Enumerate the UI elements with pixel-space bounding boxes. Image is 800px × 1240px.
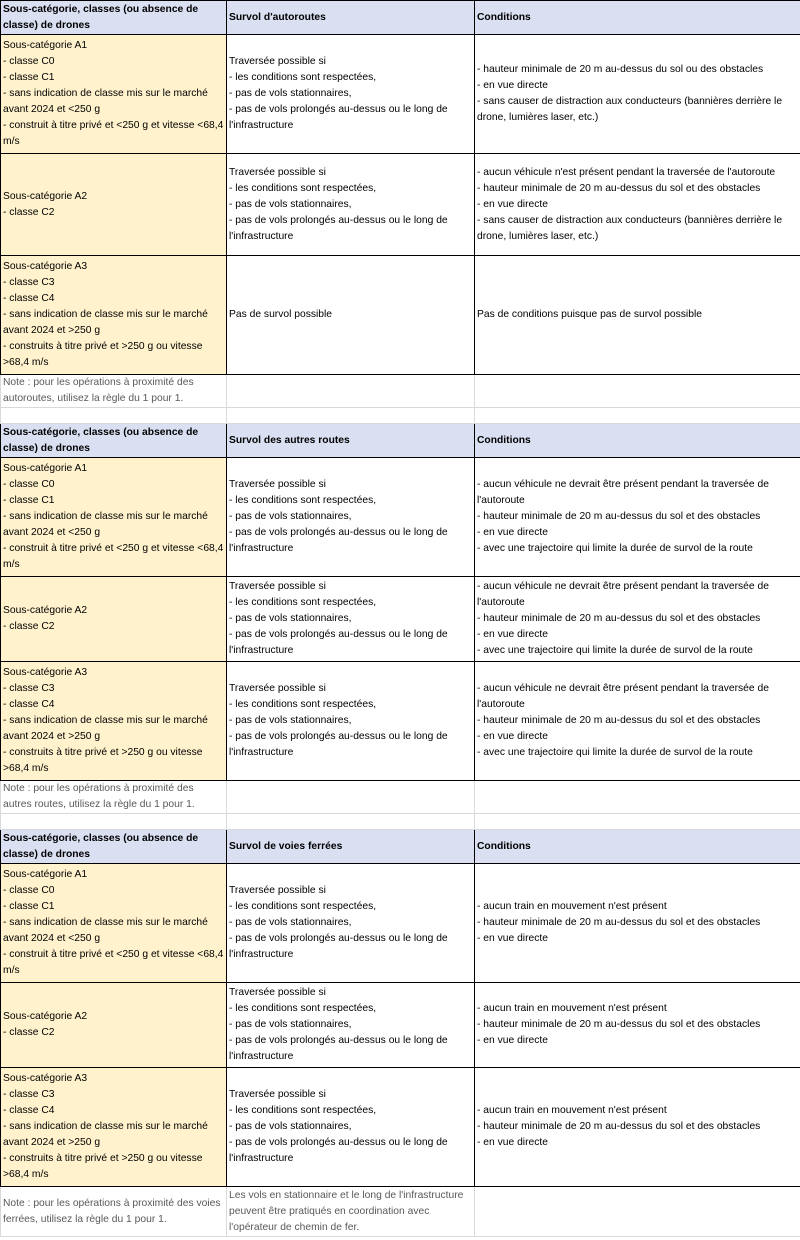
conditions-cell [475, 256, 800, 375]
cell-line: - classe C4 [3, 699, 55, 710]
cell-line: - pas de vols prolongés au-dessus ou le long de l'infrastructure [229, 933, 448, 960]
conditions-cell [475, 864, 800, 983]
cell-line: - aucun véhicule ne devrait être présent pendant la traversée de l'autoroute [477, 479, 769, 506]
empty-cell [227, 408, 475, 424]
note-cell [1, 1187, 227, 1237]
column-header: Conditions [475, 424, 800, 458]
cell-line: - sans indication de classe mis sur le marché avant 2024 et >250 g [3, 715, 208, 742]
cell-line: Traversée possible si [229, 683, 326, 694]
empty-cell [1, 408, 227, 424]
cell-line: - les conditions sont respectées, [229, 1105, 377, 1116]
cell-line: - classe C1 [3, 495, 55, 506]
spacer-row [1, 814, 800, 830]
overflight-cell [227, 256, 475, 375]
category-cell [1, 154, 227, 256]
cell-line: - aucun train en mouvement n'est présent [477, 901, 667, 912]
cell-line: Traversée possible si [229, 885, 326, 896]
column-header: Sous-catégorie, classes (ou absence de classe) de drones [1, 830, 227, 864]
conditions-cell [475, 983, 800, 1068]
column-header: Survol de voies ferrées [227, 830, 475, 864]
spacer-row [1, 408, 800, 424]
empty-cell [227, 814, 475, 830]
cell-line: - construits à titre privé et >250 g ou vitesse >68,4 m/s [3, 341, 203, 368]
table-row [1, 256, 800, 375]
category-cell [1, 577, 227, 662]
category-cell [1, 458, 227, 577]
cell-line: - aucun véhicule n'est présent pendant la traversée de l'autoroute [477, 166, 776, 178]
cell-line: Sous-catégorie A2 [3, 1011, 88, 1022]
conditions-cell [475, 154, 800, 256]
cell-line: - pas de vols stationnaires, [229, 1121, 352, 1132]
cell-line: - sans indication de classe mis sur le marché avant 2024 et <250 g [3, 88, 208, 115]
cell-line: - construit à titre privé et <250 g et vitesse <68,4 m/s [3, 949, 224, 976]
category-cell [1, 256, 227, 375]
cell-line: Traversée possible si [229, 1089, 326, 1100]
cell-line: Note : pour les opérations à proximité des voies ferrées, utilisez la règle du 1 pour 1. [3, 1197, 221, 1225]
cell-line: - en vue directe [477, 80, 548, 91]
cell-line: - classe C1 [3, 72, 55, 83]
cell-line: Traversée possible si [229, 581, 326, 592]
cell-line: - sans indication de classe mis sur le marché avant 2024 et <250 g [3, 917, 208, 944]
cell-line: Les vols en stationnaire et le long de l'infrastructure peuvent être pratiqués en coordination avec l'opérateur de chemin de fer. [229, 1189, 464, 1233]
cell-line: Sous-catégorie A1 [3, 40, 88, 51]
cell-line: - les conditions sont respectées, [229, 597, 377, 608]
header-row [1, 1, 800, 35]
cell-line: - avec une trajectoire qui limite la durée de survol de la route [477, 543, 753, 554]
column-header: Survol des autres routes [227, 424, 475, 458]
empty-cell [475, 408, 800, 424]
cell-line: Pas de survol possible [229, 309, 333, 320]
cell-line: Sous-catégorie A3 [3, 1073, 88, 1084]
cell-line: - pas de vols prolongés au-dessus ou le long de l'infrastructure [229, 629, 448, 656]
cell-line: Sous-catégorie A3 [3, 261, 88, 272]
cell-line: Sous-catégorie A2 [3, 605, 88, 616]
cell-line: Traversée possible si [229, 166, 326, 178]
category-cell [1, 983, 227, 1068]
table-row [1, 35, 800, 154]
cell-line: - pas de vols prolongés au-dessus ou le long de l'infrastructure [229, 1035, 448, 1062]
cell-line: - en vue directe [477, 731, 548, 742]
conditions-cell [475, 458, 800, 577]
note-cell [227, 781, 475, 814]
cell-line: - pas de vols prolongés au-dessus ou le long de l'infrastructure [229, 731, 448, 758]
cell-line: - classe C0 [3, 479, 55, 490]
cell-line: - avec une trajectoire qui limite la durée de survol de la route [477, 645, 753, 656]
cell-line: - les conditions sont respectées, [229, 699, 377, 710]
overflight-cell [227, 35, 475, 154]
cell-line: - en vue directe [477, 1137, 548, 1148]
category-cell [1, 662, 227, 781]
note-cell [227, 1187, 475, 1237]
column-header: Sous-catégorie, classes (ou absence de classe) de drones [1, 1, 227, 35]
column-header: Conditions [475, 1, 800, 35]
note-row [1, 375, 800, 408]
empty-cell [1, 814, 227, 830]
cell-line: - classe C2 [3, 206, 55, 218]
overflight-cell [227, 864, 475, 983]
column-header: Sous-catégorie, classes (ou absence de classe) de drones [1, 424, 227, 458]
cell-line: - pas de vols prolongés au-dessus ou le long de l'infrastructure [229, 1137, 448, 1164]
cell-line: - les conditions sont respectées, [229, 495, 377, 506]
column-header: Conditions [475, 830, 800, 864]
empty-cell [475, 814, 800, 830]
overflight-cell [227, 577, 475, 662]
cell-line: - les conditions sont respectées, [229, 72, 377, 83]
empty-cell [475, 375, 800, 408]
cell-line: - sans causer de distraction aux conducteurs (bannières derrière le drone, lumières laser, etc.) [477, 214, 783, 242]
cell-line: - construit à titre privé et <250 g et vitesse <68,4 m/s [3, 543, 224, 570]
cell-line: - aucun train en mouvement n'est présent [477, 1105, 667, 1116]
cell-line: - hauteur minimale de 20 m au-dessus du sol ou des obstacles [477, 64, 764, 75]
cell-line: - pas de vols stationnaires, [229, 198, 352, 210]
cell-line: - classe C2 [3, 621, 55, 632]
cell-line: - pas de vols prolongés au-dessus ou le long de l'infrastructure [229, 527, 448, 554]
cell-line: Traversée possible si [229, 987, 326, 998]
table-row [1, 983, 800, 1068]
cell-line: - sans indication de classe mis sur le marché avant 2024 et <250 g [3, 511, 208, 538]
conditions-cell [475, 35, 800, 154]
note-cell [1, 781, 227, 814]
cell-line: - classe C3 [3, 683, 55, 694]
cell-line: Sous-catégorie A1 [3, 463, 88, 474]
overflight-cell [227, 154, 475, 256]
table-row [1, 458, 800, 577]
cell-line: - aucun véhicule ne devrait être présent pendant la traversée de l'autoroute [477, 683, 769, 710]
cell-line: - les conditions sont respectées, [229, 182, 377, 194]
cell-line: - hauteur minimale de 20 m au-dessus du sol et des obstacles [477, 182, 761, 194]
cell-line: - en vue directe [477, 629, 548, 640]
cell-line: - pas de vols stationnaires, [229, 88, 352, 99]
cell-line: - hauteur minimale de 20 m au-dessus du sol et des obstacles [477, 613, 761, 624]
cell-line: - hauteur minimale de 20 m au-dessus du sol et des obstacles [477, 917, 761, 928]
cell-line: - classe C3 [3, 1089, 55, 1100]
cell-line: - construits à titre privé et >250 g ou vitesse >68,4 m/s [3, 747, 203, 774]
cell-line: - construit à titre privé et <250 g et vitesse <68,4 m/s [3, 120, 224, 147]
cell-line: - classe C0 [3, 885, 55, 896]
cell-line: - en vue directe [477, 1035, 548, 1046]
empty-cell [475, 1187, 800, 1237]
cell-line: - pas de vols stationnaires, [229, 1019, 352, 1030]
cell-line: - en vue directe [477, 527, 548, 538]
note-row [1, 781, 800, 814]
cell-line: - les conditions sont respectées, [229, 1003, 377, 1014]
cell-line: - pas de vols prolongés au-dessus ou le long de l'infrastructure [229, 104, 448, 131]
cell-line: - classe C0 [3, 56, 55, 67]
conditions-cell [475, 1068, 800, 1187]
cell-line: Sous-catégorie A1 [3, 869, 88, 880]
overflight-cell [227, 458, 475, 577]
empty-cell [475, 781, 800, 814]
cell-line: - en vue directe [477, 933, 548, 944]
cell-line: Traversée possible si [229, 56, 326, 67]
cell-line: - classe C1 [3, 901, 55, 912]
overflight-cell [227, 983, 475, 1068]
cell-line: - les conditions sont respectées, [229, 901, 377, 912]
cell-line: - avec une trajectoire qui limite la durée de survol de la route [477, 747, 753, 758]
cell-line: - pas de vols stationnaires, [229, 715, 352, 726]
cell-line: - hauteur minimale de 20 m au-dessus du sol et des obstacles [477, 1019, 761, 1030]
table-row [1, 154, 800, 256]
category-cell [1, 1068, 227, 1187]
cell-line: - pas de vols stationnaires, [229, 917, 352, 928]
cell-line: - en vue directe [477, 198, 548, 210]
cell-line: Sous-catégorie A2 [3, 190, 88, 202]
cell-line: - aucun train en mouvement n'est présent [477, 1003, 667, 1014]
cell-line: - hauteur minimale de 20 m au-dessus du sol et des obstacles [477, 715, 761, 726]
cell-line: - aucun véhicule ne devrait être présent pendant la traversée de l'autoroute [477, 581, 769, 608]
table-row [1, 577, 800, 662]
cell-line: - sans causer de distraction aux conducteurs (bannières derrière le drone, lumières laser, etc.) [477, 96, 783, 123]
table-row [1, 864, 800, 983]
note-row [1, 1187, 800, 1237]
cell-line: - pas de vols stationnaires, [229, 511, 352, 522]
category-cell [1, 864, 227, 983]
cell-line: - construits à titre privé et >250 g ou vitesse >68,4 m/s [3, 1153, 203, 1180]
table-row [1, 1068, 800, 1187]
cell-line: - hauteur minimale de 20 m au-dessus du sol et des obstacles [477, 1121, 761, 1132]
cell-line: Traversée possible si [229, 479, 326, 490]
cell-line: Note : pour les opérations à proximité des autoroutes, utilisez la règle du 1 pour 1. [3, 377, 194, 404]
cell-line: - classe C2 [3, 1027, 55, 1038]
table-row [1, 662, 800, 781]
cell-line: - pas de vols prolongés au-dessus ou le long de l'infrastructure [229, 214, 448, 242]
note-cell [227, 375, 475, 408]
overflight-cell [227, 1068, 475, 1187]
cell-line: - pas de vols stationnaires, [229, 613, 352, 624]
header-row [1, 830, 800, 864]
conditions-cell [475, 577, 800, 662]
cell-line: - classe C3 [3, 277, 55, 288]
cell-line: - classe C4 [3, 293, 55, 304]
cell-line: Note : pour les opérations à proximité des autres routes, utilisez la règle du 1 pour 1. [3, 783, 195, 810]
cell-line: Sous-catégorie A3 [3, 667, 88, 678]
cell-line: Pas de conditions puisque pas de survol possible [477, 309, 702, 320]
cell-line: - sans indication de classe mis sur le marché avant 2024 et >250 g [3, 309, 208, 336]
header-row [1, 424, 800, 458]
cell-line: - sans indication de classe mis sur le marché avant 2024 et >250 g [3, 1121, 208, 1148]
overflight-cell [227, 662, 475, 781]
conditions-cell [475, 662, 800, 781]
cell-line: - hauteur minimale de 20 m au-dessus du sol et des obstacles [477, 511, 761, 522]
category-cell [1, 35, 227, 154]
cell-line: - classe C4 [3, 1105, 55, 1116]
note-cell [1, 375, 227, 408]
column-header: Survol d'autoroutes [227, 1, 475, 35]
